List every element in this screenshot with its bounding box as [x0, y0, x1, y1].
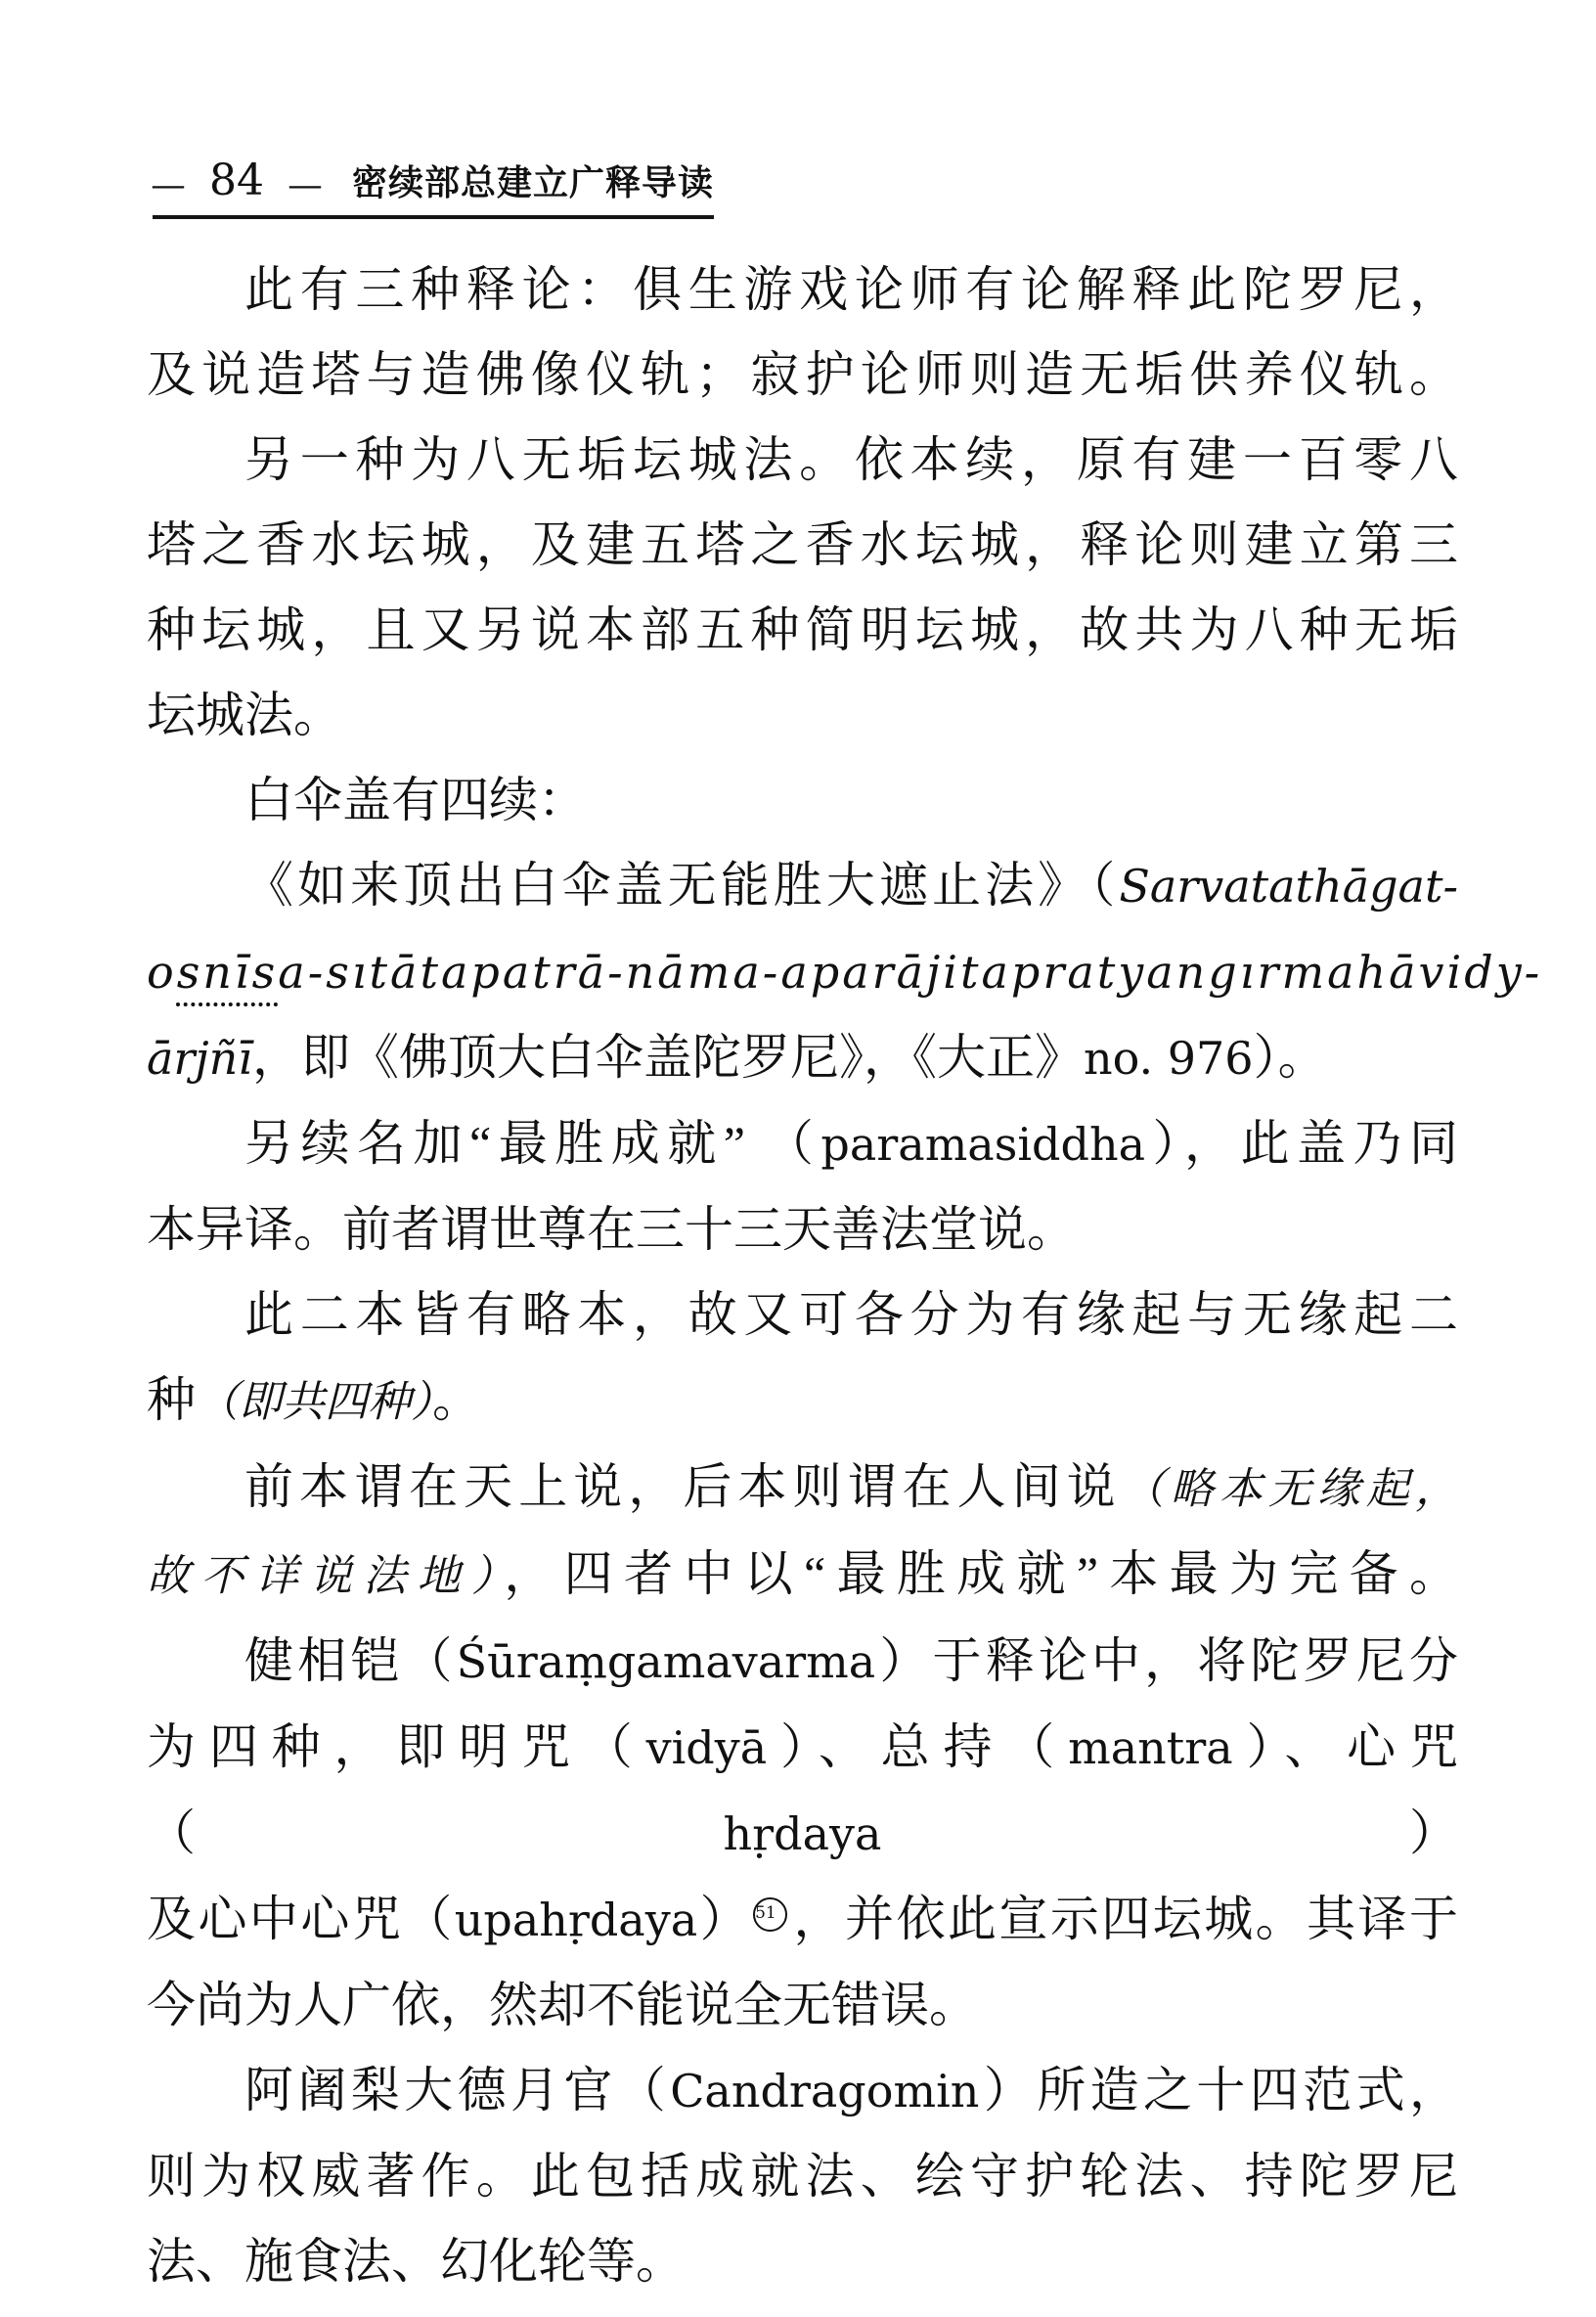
chinese-text: 为四种，即明咒（	[147, 1719, 646, 1774]
text-line	[147, 673, 1458, 758]
chinese-text: ）、总持（	[767, 1719, 1069, 1774]
text-line	[147, 1532, 1458, 1619]
header-dash-left: —	[153, 166, 184, 201]
chinese-text: 种坛城，且又另说本部五种简明坛城，故共为八种无垢	[147, 602, 1458, 657]
footnote-marker-51: 51	[753, 1897, 787, 1932]
latin-text: upahṛdaya	[454, 1894, 698, 1946]
text-line	[147, 1963, 1458, 2048]
latin-text: mantra	[1068, 1721, 1233, 1774]
text-line	[147, 2134, 1458, 2219]
chinese-text: ，四者中以“最胜成就”本最为完备。	[504, 1546, 1459, 1601]
latin-text: paramasiddha	[820, 1118, 1145, 1171]
text-line	[147, 1705, 1458, 1877]
text-line	[147, 843, 1458, 929]
latin-text: no. 976	[1084, 1032, 1254, 1085]
sanskrit-underdotted-text: snīs	[176, 946, 279, 999]
sanskrit-italic-text: a-sıtātapatrā-nāma-aparājitapratyangırmahāvidy-	[278, 946, 1543, 999]
latin-text: vidyā	[645, 1721, 768, 1774]
chinese-text: 坛城法。	[147, 688, 342, 742]
chinese-text: 本异译。前者谓世尊在三十三天善法堂说。	[147, 1202, 1076, 1257]
page-body	[147, 247, 1543, 2304]
page-header	[153, 156, 715, 219]
chinese-text: 则为权威著作。此包括成就法、绘守护轮法、持陀罗尼	[147, 2149, 1458, 2204]
chinese-text: ）所造之十四范式，	[979, 2063, 1459, 2117]
chinese-text: 前本谓在天上说，后本则谓在人间说	[244, 1459, 1122, 1514]
annotation-kai-text: 故不详说法地）	[147, 1552, 505, 1600]
chinese-text: ，即《佛顶大白伞盖陀罗尼》，《大正》	[252, 1030, 1085, 1085]
sanskrit-italic-text: Sarvatathāgat-	[1119, 860, 1458, 913]
text-line	[147, 1358, 1458, 1445]
text-line	[147, 1877, 1458, 1963]
text-line	[147, 2048, 1458, 2134]
page-number: 84	[209, 156, 264, 205]
text-line	[147, 503, 1458, 588]
sanskrit-italic-text: o	[147, 946, 177, 999]
chinese-text: 塔之香水坛城，及建五塔之香水坛城，释论则建立第三	[147, 517, 1458, 572]
chinese-text: 法、施食法、幻化轮等。	[147, 2234, 685, 2289]
annotation-kai-text: （略本无缘起，	[1121, 1465, 1459, 1513]
chinese-text: 《如来顶出白伞盖无能胜大遮止法》（	[244, 858, 1120, 913]
header-dash-right: —	[289, 166, 321, 201]
chinese-text: 白伞盖有四续：	[244, 773, 587, 827]
text-line	[147, 1187, 1458, 1272]
chinese-text: 及说造塔与造佛像仪轨；寂护论师则造无垢供养仪轨。	[147, 347, 1458, 402]
book-title: 密续部总建立广释导读	[352, 163, 715, 202]
text-line	[147, 1101, 1458, 1187]
chinese-text: 。	[432, 1372, 481, 1427]
text-line	[147, 1445, 1458, 1532]
latin-text: Śūraṃgamavarma	[456, 1635, 876, 1688]
chinese-text: ，并依此宣示四坛城。其译于	[791, 1892, 1459, 1946]
annotation-kai-text: （即共四种）	[196, 1378, 432, 1426]
text-line	[147, 1015, 1458, 1101]
sanskrit-italic-text: ārjñī	[147, 1032, 253, 1085]
chinese-text: 阿阇梨大德月官（	[244, 2063, 671, 2117]
text-line	[147, 758, 1458, 843]
chinese-text: 健相铠（	[244, 1633, 457, 1688]
chinese-text: ）	[881, 1805, 1458, 1860]
chinese-text: 今尚为人广依，然却不能说全无错误。	[147, 1978, 978, 2032]
latin-text: Candragomin	[670, 2065, 980, 2117]
text-line	[147, 333, 1458, 418]
chinese-text: 此二本皆有略本，故又可各分为有缘起与无缘起二	[244, 1287, 1458, 1342]
chinese-text: 此有三种释论：俱生游戏论师有论解释此陀罗尼，	[244, 262, 1458, 317]
chinese-text: 另一种为八无垢坛城法。依本续，原有建一百零八	[244, 432, 1458, 487]
latin-text: hṛdaya	[723, 1807, 882, 1860]
chinese-text: 种	[147, 1372, 196, 1427]
chinese-text: ）、心咒（	[147, 1719, 1459, 1860]
text-line	[147, 418, 1458, 503]
text-line	[147, 1272, 1458, 1358]
text-line	[147, 2219, 1458, 2304]
text-line	[147, 929, 1543, 1015]
chinese-text: ）于释论中，将陀罗尼分	[875, 1633, 1459, 1688]
chinese-text: ），此盖乃同	[1145, 1116, 1459, 1171]
chinese-text: ）。	[1253, 1030, 1327, 1085]
text-line	[147, 1619, 1458, 1705]
text-line	[147, 247, 1458, 333]
text-line	[147, 588, 1458, 673]
chinese-text: 及心中心咒（	[147, 1892, 455, 1946]
chinese-text: 另续名加“最胜成就” （	[244, 1116, 821, 1171]
chinese-text: ）	[697, 1892, 752, 1946]
